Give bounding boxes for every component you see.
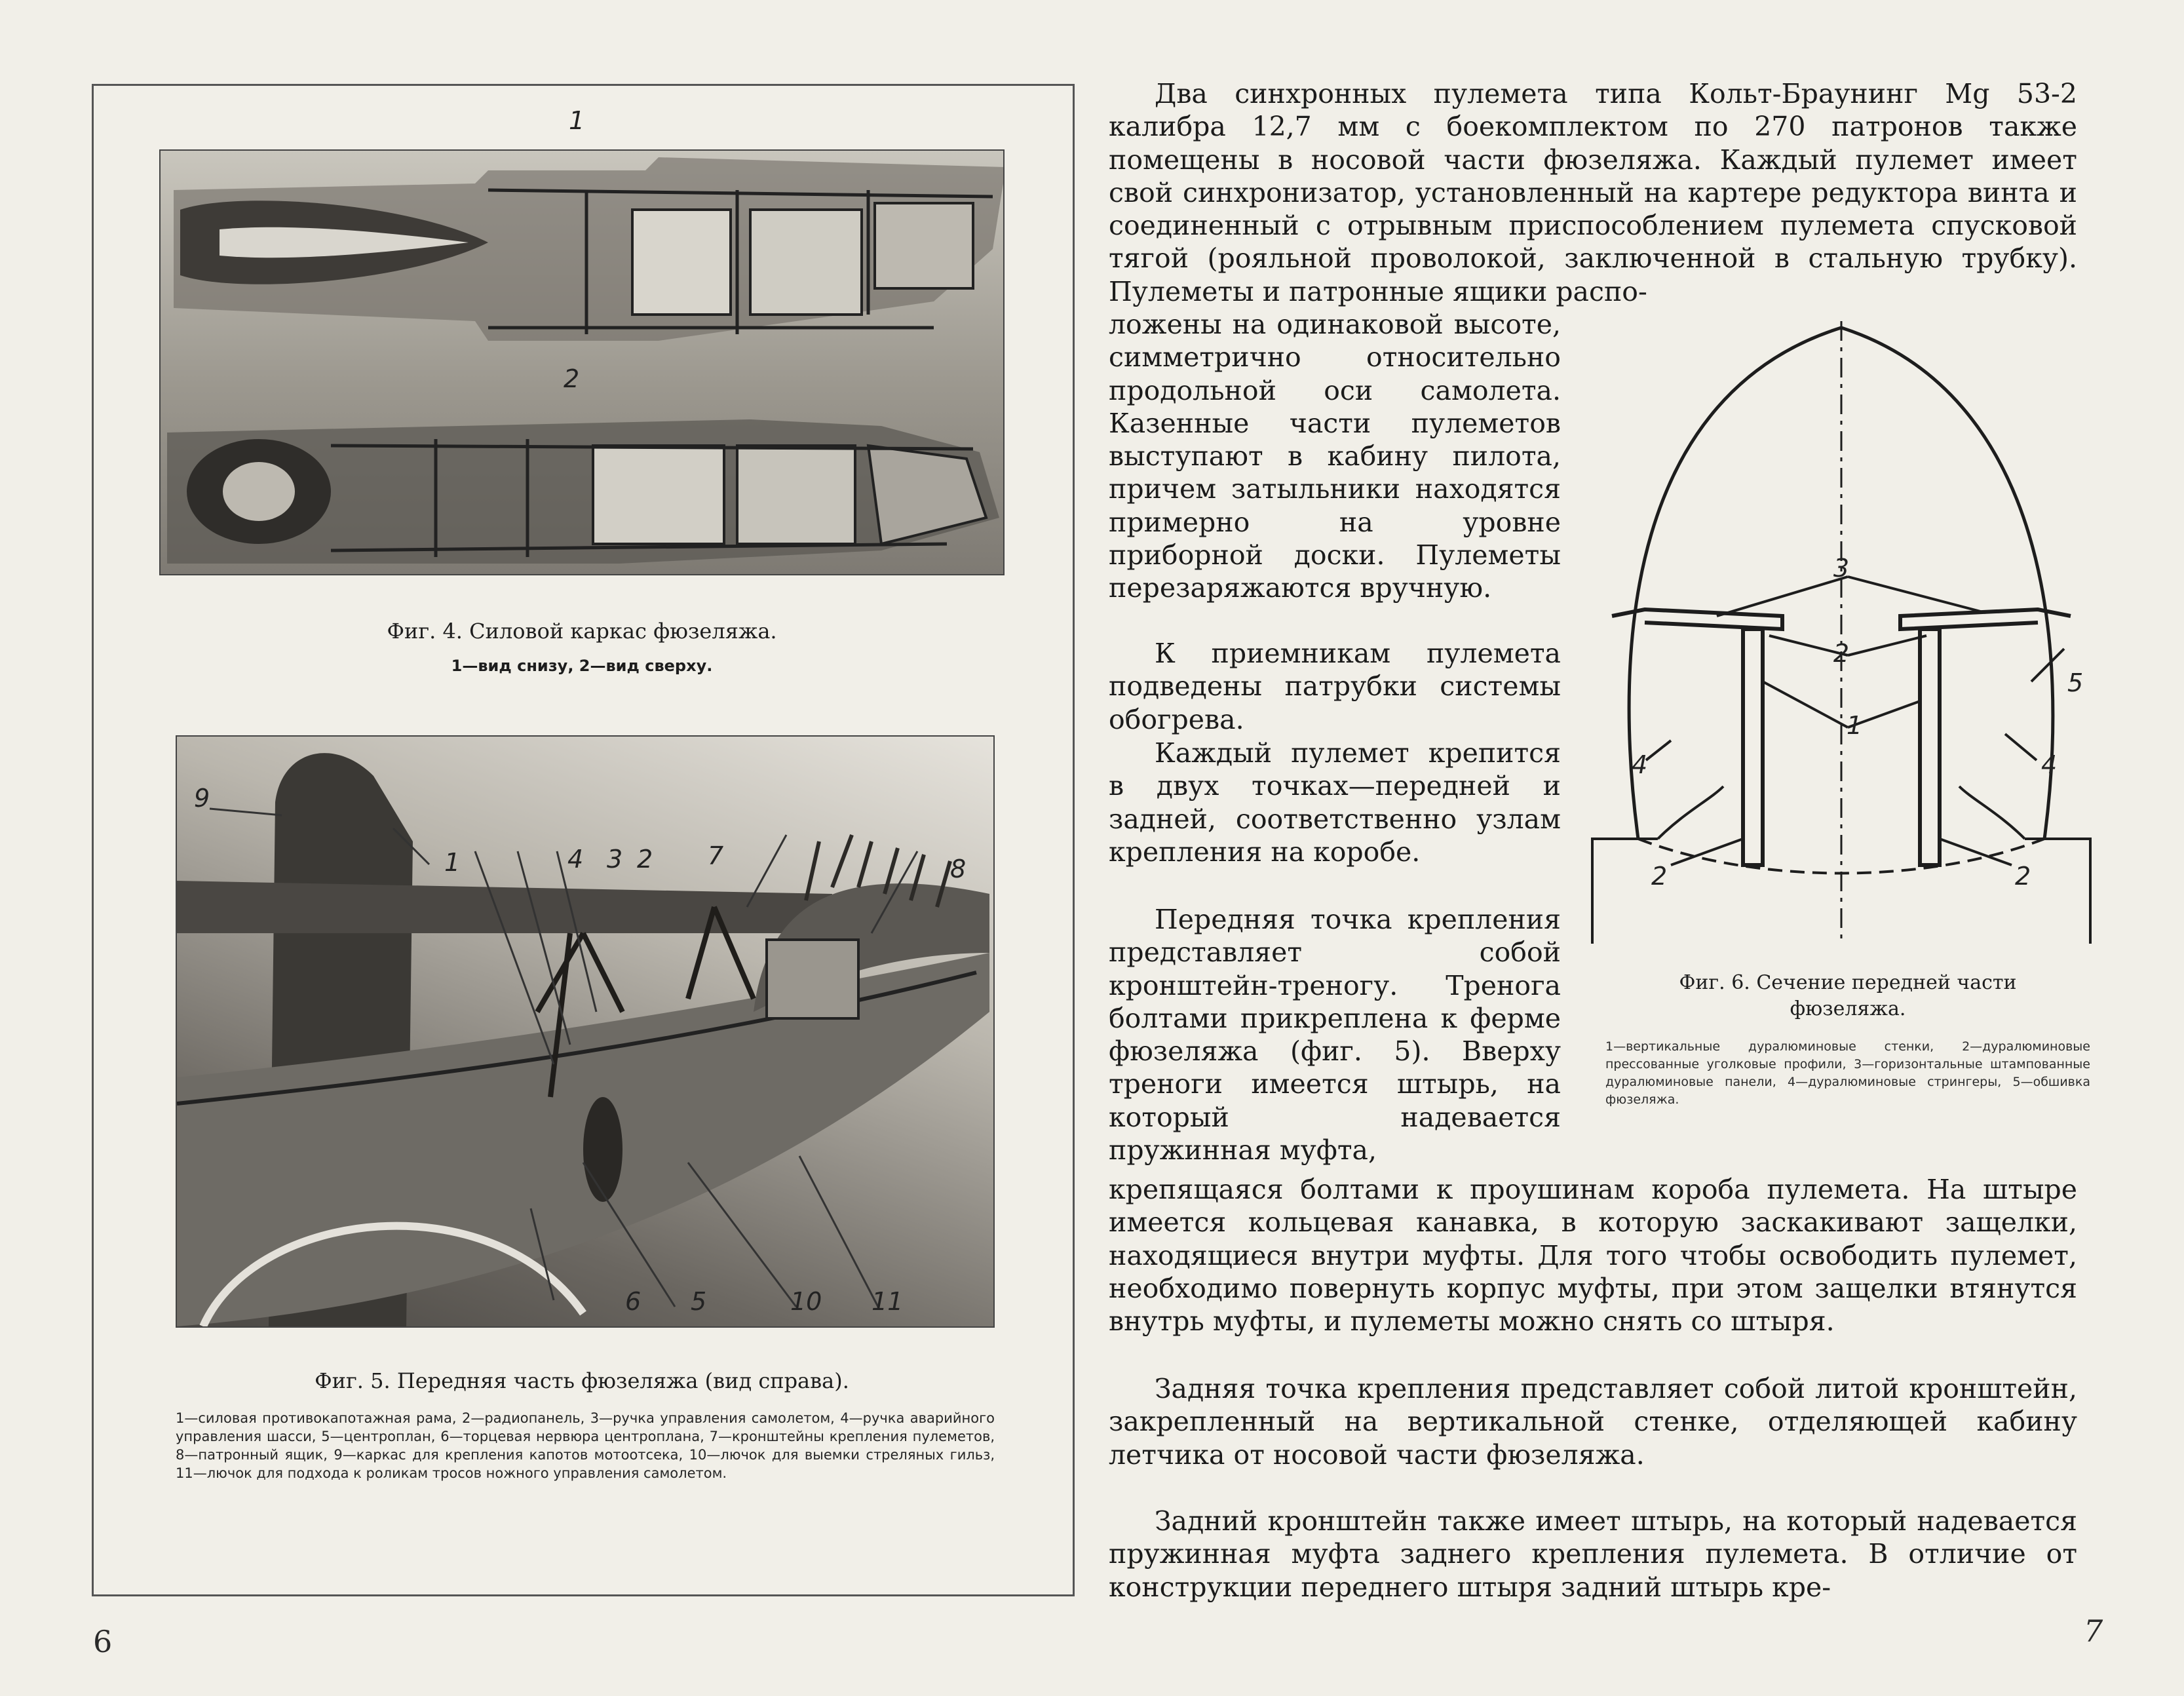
fuselage-frame-drawing [161, 151, 1005, 575]
fuselage-front-drawing [177, 737, 995, 1328]
fig5-callout-6: 6 [625, 1287, 642, 1316]
fig5-callout-7: 7 [708, 841, 724, 870]
page-number-left: 6 [93, 1624, 113, 1659]
fig6-callout-2: 2 [1833, 639, 1850, 668]
fig6-callout-2-left: 2 [1651, 862, 1668, 891]
fig5-caption-legend: 1—силовая противокапотажная рама, 2—радиопанель, 3—ручка управления самолетом, 4—ручка аварийного управления шасси, 5—центроплан, 6—торцевая нервюра центроплана, 7—кронштейны крепления пулеметов, 8—патронный ящик, 9—каркас для крепления капотов мотоотсека, 10—лючок для выемки стреляных гильз, 11—лючок для подхода к роликам тросов ножного управления самолетом. [176, 1410, 995, 1481]
fig5-callout-11: 11 [872, 1287, 904, 1316]
fig5-caption-title: Фиг. 5. Передняя часть фюзеляжа (вид справа). [315, 1368, 849, 1393]
fig4-caption-legend: 1—вид снизу, 2—вид сверху. [451, 657, 713, 675]
fig4-photo [159, 149, 1005, 575]
fig6-callout-3: 3 [1833, 554, 1850, 583]
paragraph-1-top: Два синхронных пулемета типа Кольт-Браунинг Mg 53-2 калибра 12,7 мм с боекомплектом по 270 патронов также помещены в носовой части фюзеляжа. Каждый пулемет имеет свой синхронизатор, установленный на картере редуктора винта и соединенный с отрывным приспособлением пулемета спусковой тягой (рояльной проволокой, заключенной в стальную трубку). Пулеметы и патронные ящики распо- [1109, 78, 2077, 307]
fig6-callout-5: 5 [2067, 668, 2084, 697]
paragraph-5: Задняя точка крепления представляет собой литой кронштейн, закрепленный на вертикальной стенке, отделяющей кабину летчика от носовой части фюзеляжа. [1109, 1373, 2077, 1471]
fig4-label-1: 1 [569, 106, 585, 135]
fig6-cross-section-diagram [1586, 315, 2097, 944]
fig6-callout-4-right: 4 [2041, 750, 2058, 779]
paragraph-4-wide: крепящаяся болтами к проушинам короба пулемета. На штыре имеется кольцевая канавка, в которую заскакивают защелки, находящиеся внутри муфты. Для того чтобы освободить пулемет, необходимо повернуть корпус муфты, при этом защелки втянутся внутрь муфты, и пулеметы можно снять со штыря. [1109, 1174, 2077, 1338]
fig5-callout-10: 10 [790, 1287, 822, 1316]
fig6-callout-2-right: 2 [2015, 862, 2031, 891]
paragraph-3: Каждый пулемет крепится в двух точках—передней и задней, соответственно узлам крепления на коробе. [1109, 737, 1561, 868]
paragraph-4-narrow: Передняя точка крепления представляет собой кронштейн-треногу. Тренога болтами прикреплена к ферме фюзеляжа (фиг. 5). Вверху треноги имеется штырь, на который надевается пружинная муфта, [1109, 904, 1561, 1166]
fig6-caption-title: Фиг. 6. Сечение передней части фюзеляжа. [1679, 971, 2017, 1020]
paragraph-2: К приемникам пулемета подведены патрубки системы обогрева. [1109, 638, 1561, 735]
fig5-callout-4: 4 [567, 845, 584, 874]
fig5-callout-3: 3 [607, 845, 623, 874]
paragraph-1-narrow: ложены на одинаковой высоте, симметрично относительно продольной оси самолета. Казенные части пулеметов выступают в кабину пилота, причем затыльники находятся примерно на уровне приборной доски. Пулеметы перезаряжаются вручную. [1109, 309, 1561, 604]
fig6-callout-4-left: 4 [1632, 750, 1648, 779]
page-number-right: 7 [2084, 1613, 2103, 1649]
fig4-caption-title: Фиг. 4. Силовой каркас фюзеляжа. [387, 619, 777, 644]
fig5-photo [176, 735, 995, 1328]
paragraph-6: Задний кронштейн также имеет штырь, на который надевается пружинная муфта заднего крепления пулемета. В отличие от конструкции переднего штыря задний штырь кре- [1109, 1505, 2077, 1603]
fig4-label-2: 2 [564, 364, 580, 393]
fig5-callout-2: 2 [637, 845, 653, 874]
fig5-callout-9: 9 [194, 784, 210, 813]
fig6-callout-1: 1 [1846, 711, 1863, 740]
fig6-caption-legend: 1—вертикальные дуралюминовые стенки, 2—дуралюминовые прессованные уголковые профили, 3—горизонтальные штампованные дуралюминовые панели, 4—дуралюминовые стрингеры, 5—обшивка фюзеляжа. [1605, 1039, 2090, 1107]
fig5-callout-1: 1 [444, 848, 461, 877]
fig5-callout-8: 8 [950, 855, 967, 883]
fig5-callout-5: 5 [691, 1287, 707, 1316]
